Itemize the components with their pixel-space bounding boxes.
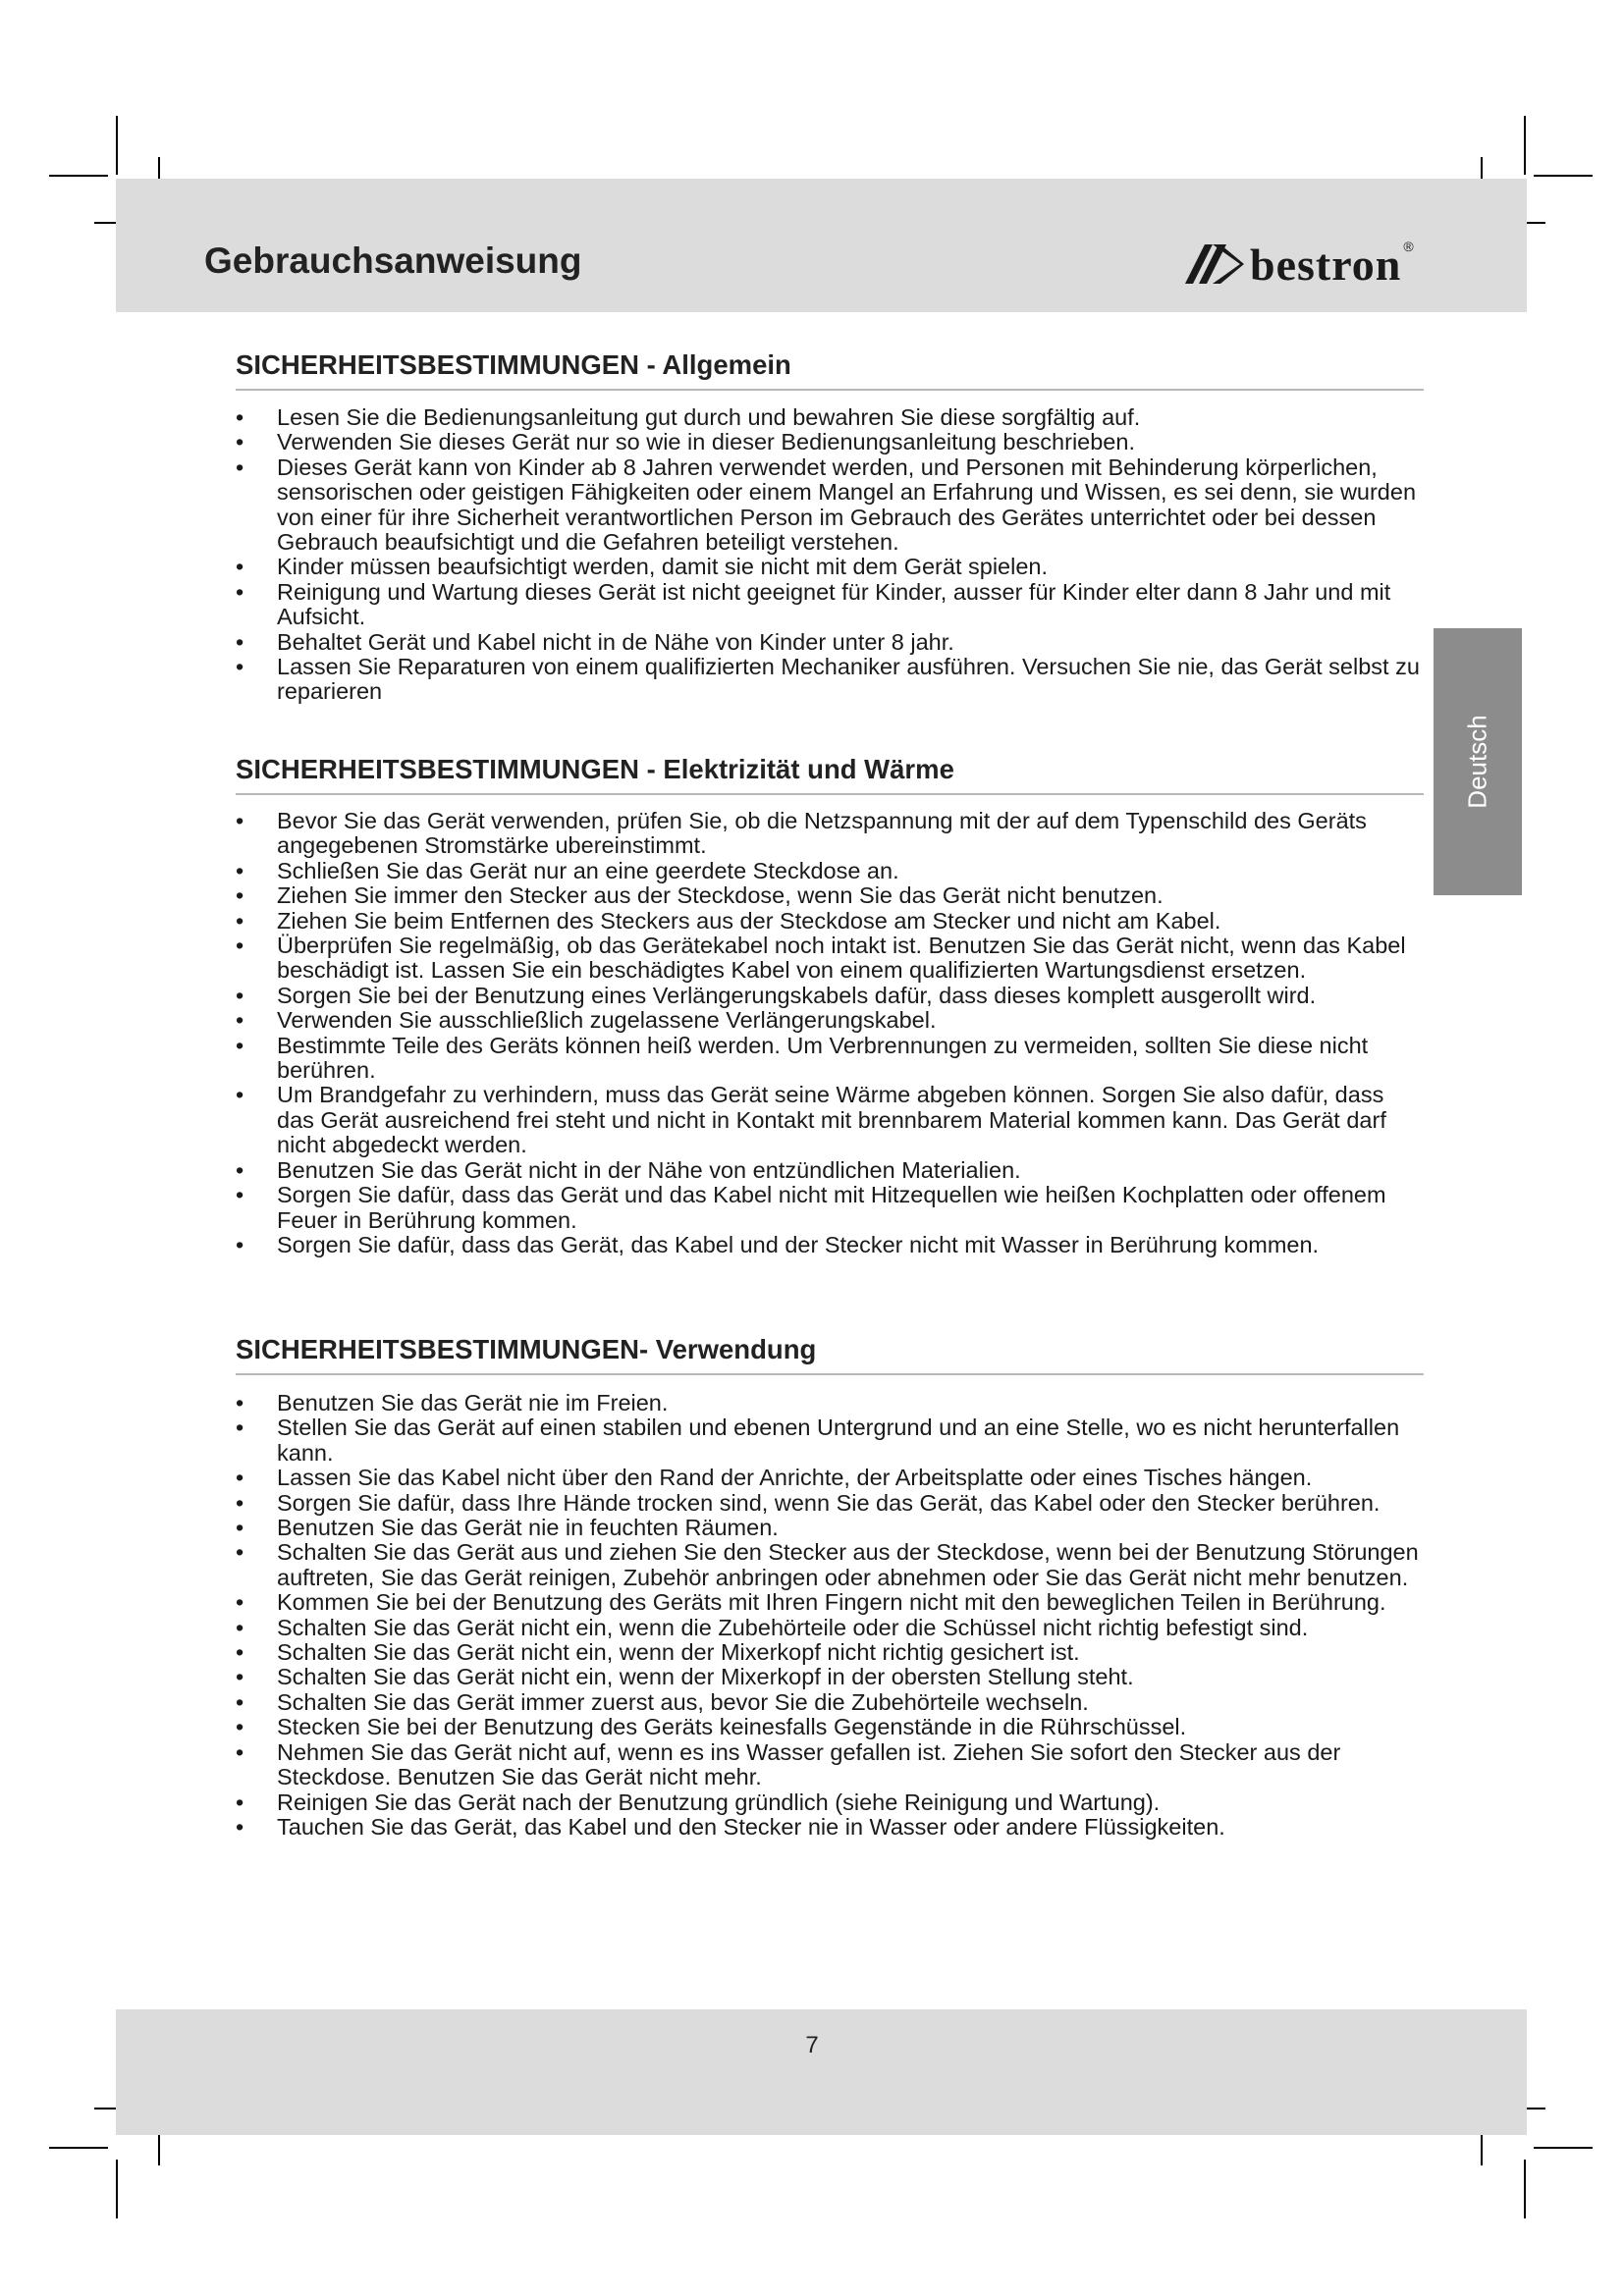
list-item: • Überprüfen Sie regelmäßig, ob das Gerätekabel noch intakt ist. Benutzen Sie das Gerät nicht, wenn das Kabel beschädigt ist. Lassen Sie ein beschädigtes Kabel von einem qualifizierten Wartungsdienst ersetzen.	[236, 933, 1406, 984]
bullet-icon: •	[236, 1688, 244, 1715]
list-item: • Um Brandgefahr zu verhindern, muss das Gerät seine Wärme abgeben können. Sorgen Sie also dafür, dass das Gerät ausreichend frei steht und nicht in Kontakt mit brennbarem Material kommen kann. Das Gerät darf nicht abgedeckt werden.	[236, 1082, 1386, 1158]
crop-mark	[1524, 2160, 1526, 2218]
brand-name: bestron	[1250, 239, 1402, 290]
safety-list	[236, 809, 1424, 1257]
bullet-icon: •	[236, 1390, 244, 1415]
bullet-icon: •	[236, 1489, 244, 1516]
list-item: • Ziehen Sie immer den Stecker aus der Steckdose, wenn Sie das Gerät nicht benutzen.	[236, 882, 1164, 909]
list-item: • Lassen Sie Reparaturen von einem qualifizierten Mechaniker ausführen. Versuchen Sie nie, das Gerät selbst zu reparieren	[236, 654, 1420, 705]
language-tab	[1434, 628, 1522, 895]
footer-band	[116, 2009, 1527, 2135]
list-item: • Schließen Sie das Gerät nur an eine geerdete Steckdose an.	[236, 857, 899, 883]
bullet-icon: •	[236, 933, 244, 959]
page-number: 7	[805, 2032, 819, 2058]
list-item: • Benutzen Sie das Gerät nie in feuchten Räumen.	[236, 1515, 779, 1541]
list-item: • Kinder müssen beaufsichtigt werden, damit sie nicht mit dem Gerät spielen.	[236, 554, 1049, 580]
bullet-icon: •	[236, 1156, 244, 1183]
section-divider	[236, 1373, 1424, 1375]
list-item: • Ziehen Sie beim Entfernen des Steckers aus der Steckdose am Stecker und nicht am Kabel.	[236, 907, 1221, 934]
bullet-icon: •	[236, 857, 244, 883]
bullet-icon: •	[236, 907, 244, 934]
list-item: • Verwenden Sie dieses Gerät nur so wie in dieser Bedienungsanleitung beschrieben.	[236, 429, 1135, 455]
list-item: • Bestimmte Teile des Geräts können heiß werden. Um Verbrennungen zu vermeiden, sollten Sie diese nicht berühren.	[236, 1032, 1369, 1084]
crop-mark	[49, 2147, 108, 2149]
list-item: • Tauchen Sie das Gerät, das Kabel und den Stecker nie in Wasser oder andere Flüssigkeiten.	[236, 1813, 1225, 1840]
list-item: • Schalten Sie das Gerät aus und ziehen Sie den Stecker aus der Steckdose, wenn bei der Benutzung Störungen auftreten, Sie das Gerät reinigen, Zubehör anbringen oder abnehmen oder Sie das Gerät nicht mehr benutzen.	[236, 1539, 1419, 1590]
list-item: • Reinigung und Wartung dieses Gerät ist nicht geeignet für Kinder, ausser für Kinder elter dann 8 Jahr und mit Aufsicht.	[236, 578, 1391, 630]
list-item: • Lassen Sie das Kabel nicht über den Rand der Anrichte, der Arbeitsplatte oder eines Tisches hängen.	[236, 1465, 1313, 1491]
list-item: • Sorgen Sie bei der Benutzung eines Verlängerungskabels dafür, dass dieses komplett ausgerollt wird.	[236, 982, 1317, 1008]
list-item: • Verwenden Sie ausschließlich zugelassene Verlängerungskabel.	[236, 1007, 937, 1034]
brand-logo	[1183, 234, 1414, 294]
section-divider	[236, 793, 1424, 795]
bullet-icon: •	[236, 882, 244, 909]
bullet-icon: •	[236, 1032, 244, 1058]
bullet-icon: •	[236, 429, 244, 455]
bullet-icon: •	[236, 1082, 244, 1108]
bullet-icon: •	[236, 578, 244, 605]
bullet-icon: •	[236, 1714, 244, 1740]
list-item: • Schalten Sie das Gerät nicht ein, wenn der Mixerkopf in der obersten Stellung steht.	[236, 1664, 1134, 1690]
list-item: • Nehmen Sie das Gerät nicht auf, wenn es ins Wasser gefallen ist. Ziehen Sie sofort den Stecker aus der Steckdose. Benutzen Sie das Gerät nicht mehr.	[236, 1738, 1341, 1790]
list-item: • Sorgen Sie dafür, dass das Gerät und das Kabel nicht mit Hitzequellen wie heißen Kochplatten oder offenem Feuer in Berührung kommen.	[236, 1182, 1386, 1233]
crop-mark	[1524, 116, 1526, 175]
list-item: • Benutzen Sie das Gerät nie im Freien.	[236, 1390, 669, 1415]
bullet-icon: •	[236, 628, 244, 655]
section-heading: SICHERHEITSBESTIMMUNGEN - Elektrizität und Wärme	[236, 754, 954, 784]
document-title: Gebrauchsanweisung	[204, 240, 582, 281]
crop-mark	[49, 175, 108, 177]
bullet-icon: •	[236, 1231, 244, 1257]
list-item: • Benutzen Sie das Gerät nicht in der Nähe von entzündlichen Materialien.	[236, 1156, 1021, 1183]
list-item: • Schalten Sie das Gerät nicht ein, wenn die Zubehörteile oder die Schüssel nicht richtig befestigt sind.	[236, 1614, 1309, 1640]
bullet-icon: •	[236, 808, 244, 833]
bullet-icon: •	[236, 1738, 244, 1765]
crop-mark	[1534, 175, 1593, 177]
section-general	[236, 348, 1424, 705]
brand-chevron-icon	[1183, 239, 1244, 290]
bullet-icon: •	[236, 1589, 244, 1616]
bullet-icon: •	[236, 404, 244, 430]
bullet-icon: •	[236, 982, 244, 1008]
bullet-icon: •	[236, 1465, 244, 1491]
bullet-icon: •	[236, 1539, 244, 1566]
section-usage	[236, 1333, 1424, 1840]
section-heading: SICHERHEITSBESTIMMUNGEN - Allgemein	[236, 349, 791, 380]
list-item: • Schalten Sie das Gerät immer zuerst aus, bevor Sie die Zubehörteile wechseln.	[236, 1688, 1089, 1715]
bullet-icon: •	[236, 454, 244, 480]
bullet-icon: •	[236, 1515, 244, 1541]
list-item: • Sorgen Sie dafür, dass das Gerät, das Kabel und der Stecker nicht mit Wasser in Berührung kommen.	[236, 1231, 1320, 1257]
registered-mark: ®	[1403, 239, 1414, 254]
bullet-icon: •	[236, 1182, 244, 1208]
section-divider	[236, 389, 1424, 391]
section-electricity-heat	[236, 753, 1424, 1257]
safety-list	[236, 1391, 1424, 1840]
crop-mark	[1534, 2147, 1593, 2149]
list-item: • Stecken Sie bei der Benutzung des Geräts keinesfalls Gegenstände in die Rührschüssel.	[236, 1714, 1187, 1740]
bullet-icon: •	[236, 654, 244, 680]
list-item: • Lesen Sie die Bedienungsanleitung gut durch und bewahren Sie diese sorgfältig auf.	[236, 404, 1141, 430]
bullet-icon: •	[236, 554, 244, 580]
bullet-icon: •	[236, 1813, 244, 1840]
list-item: • Reinigen Sie das Gerät nach der Benutzung gründlich (siehe Reinigung und Wartung).	[236, 1789, 1161, 1815]
bullet-icon: •	[236, 1664, 244, 1690]
bullet-icon: •	[236, 1415, 244, 1441]
list-item: • Sorgen Sie dafür, dass Ihre Hände trocken sind, wenn Sie das Gerät, das Kabel oder den Stecker berühren.	[236, 1489, 1380, 1516]
bullet-icon: •	[236, 1789, 244, 1815]
crop-mark	[116, 2160, 118, 2218]
list-item: • Dieses Gerät kann von Kinder ab 8 Jahren verwendet werden, und Personen mit Behinderung körperlichen, sensorischen oder geistigen Fähigkeiten oder einem Mangel an Erfahrung und Wissen, es sei denn, sie wurden von einer für ihre Sicherheit verantwortlichen Person im Gebrauch des Gerätes unterrichtet oder bei dessen Gebrauch beaufsichtigt und die Gefahren beteiligt verstehen.	[236, 454, 1417, 556]
bullet-icon: •	[236, 1007, 244, 1034]
list-item: • Behaltet Gerät und Kabel nicht in de Nähe von Kinder unter 8 jahr.	[236, 628, 954, 655]
list-item: • Kommen Sie bei der Benutzung des Geräts mit Ihren Fingern nicht mit den beweglichen Teilen in Berührung.	[236, 1589, 1386, 1616]
bullet-icon: •	[236, 1614, 244, 1640]
list-item: • Stellen Sie das Gerät auf einen stabilen und ebenen Untergrund und an eine Stelle, wo es nicht herunterfallen kann.	[236, 1415, 1400, 1466]
bullet-icon: •	[236, 1639, 244, 1666]
crop-mark	[116, 116, 118, 175]
language-tab-label: Deutsch	[1462, 715, 1492, 809]
safety-list	[236, 405, 1424, 705]
section-heading: SICHERHEITSBESTIMMUNGEN- Verwendung	[236, 1334, 817, 1364]
list-item: • Schalten Sie das Gerät nicht ein, wenn der Mixerkopf nicht richtig gesichert ist.	[236, 1639, 1080, 1666]
list-item: • Bevor Sie das Gerät verwenden, prüfen Sie, ob die Netzspannung mit der auf dem Typenschild des Geräts angegebenen Stromstärke ubereinstimmt.	[236, 808, 1367, 859]
